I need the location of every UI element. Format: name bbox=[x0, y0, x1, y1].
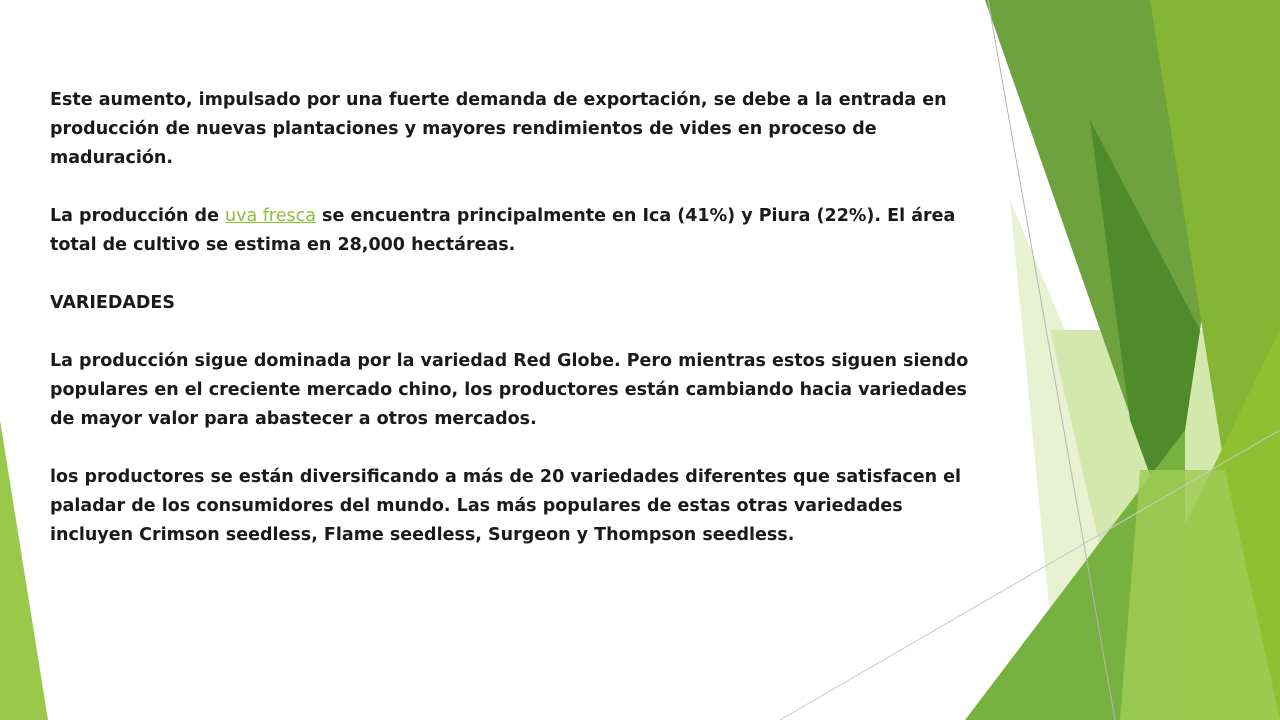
paragraph-diversificando: los productores se están diversificando a más de 20 variedades diferentes que satisfacen el paladar de los consumidores del mundo. Las más populares de estas otras variedades incluyen Crimson seedless, Flame seedless, Surgeon y Thompson seedless. bbox=[50, 467, 962, 545]
paragraph-aumento: Este aumento, impulsado por una fuerte demanda de exportación, se debe a la entrada en producción de nuevas plantaciones y mayores rendimientos de vides en proceso de maduración. bbox=[50, 90, 947, 168]
paragraph-produccion-before: La producción de bbox=[50, 206, 226, 226]
slide-text-body bbox=[50, 86, 980, 579]
left-green-shape bbox=[0, 420, 48, 720]
paragraph-produccion-after: se encuentra principalmente en Ica (41%) y Piura (22%). El área total de cultivo se estima en 28,000 hectáreas. bbox=[50, 206, 956, 255]
uva-fresca-link[interactable]: uva fresca bbox=[225, 206, 316, 226]
paragraph-produccion bbox=[50, 202, 980, 260]
heading-variedades: VARIEDADES bbox=[50, 293, 175, 313]
paragraph-red-globe: La producción sigue dominada por la variedad Red Globe. Pero mientras estos siguen siendo populares en el creciente mercado chino, los productores están cambiando hacia variedades de mayor valor para abastecer a otros mercados. bbox=[50, 351, 969, 429]
